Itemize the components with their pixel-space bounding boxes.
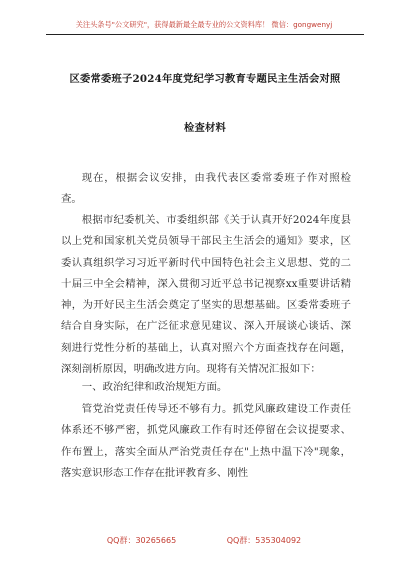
section-heading: [61, 377, 351, 398]
footer-qq-group-1: QQ群：30265665: [106, 536, 177, 545]
document-title-continued: 检查材料: [184, 122, 226, 134]
footer-qq-group-2: QQ群：535304092: [226, 536, 302, 545]
section-heading-text: 一、政治纪律和政治规矩方面。: [81, 381, 228, 393]
document-title: 区委常委班子2024年度党纪学习教育专题民主生活会对照: [69, 73, 341, 85]
paragraph-text: 现在，根据会议安排，由我代表区委常委班子作对照检查。: [61, 172, 351, 206]
header-banner: 关注头条号"公文研究"，获得最新最全最专业的公文资料库！ 微信：gongwenyj: [75, 20, 333, 29]
issue-paragraph: [61, 399, 351, 484]
paragraph-text: 管党治党责任传导还不够有力。抓党风廉政建设工作责任体系还不够严密，抓党风廉政工作有时还停留在会议提要求、作布置上，落实全面从严治党责任存在"上热中温下冷"现象，落实意识形态工作存在批评教育多、刚性: [61, 403, 351, 479]
footer: [0, 535, 408, 546]
header-divider: [46, 34, 364, 35]
paragraph-text: 根据市纪委机关、市委组织部《关于认真开好2024年度县以上党和国家机关党员领导干部民主生活会的通知》要求，区委认真组织学习习近平新时代中国特色社会主义思想、党的二十届三中全会精神，深入贯彻习近平总书记视察xx重要讲话精神，为开好民主生活会奠定了坚实的思想基础。区委常委班子结合自身实际，在广泛征求意见建议、深入开展谈心谈话、深刻进行党性分析的基础上，认真对照六个方面查找存在问题，深刻剖析原因，明确改进方向。现将有关情况汇报如下：: [61, 214, 351, 376]
background-paragraph: [61, 210, 351, 380]
intro-paragraph: [61, 168, 351, 211]
